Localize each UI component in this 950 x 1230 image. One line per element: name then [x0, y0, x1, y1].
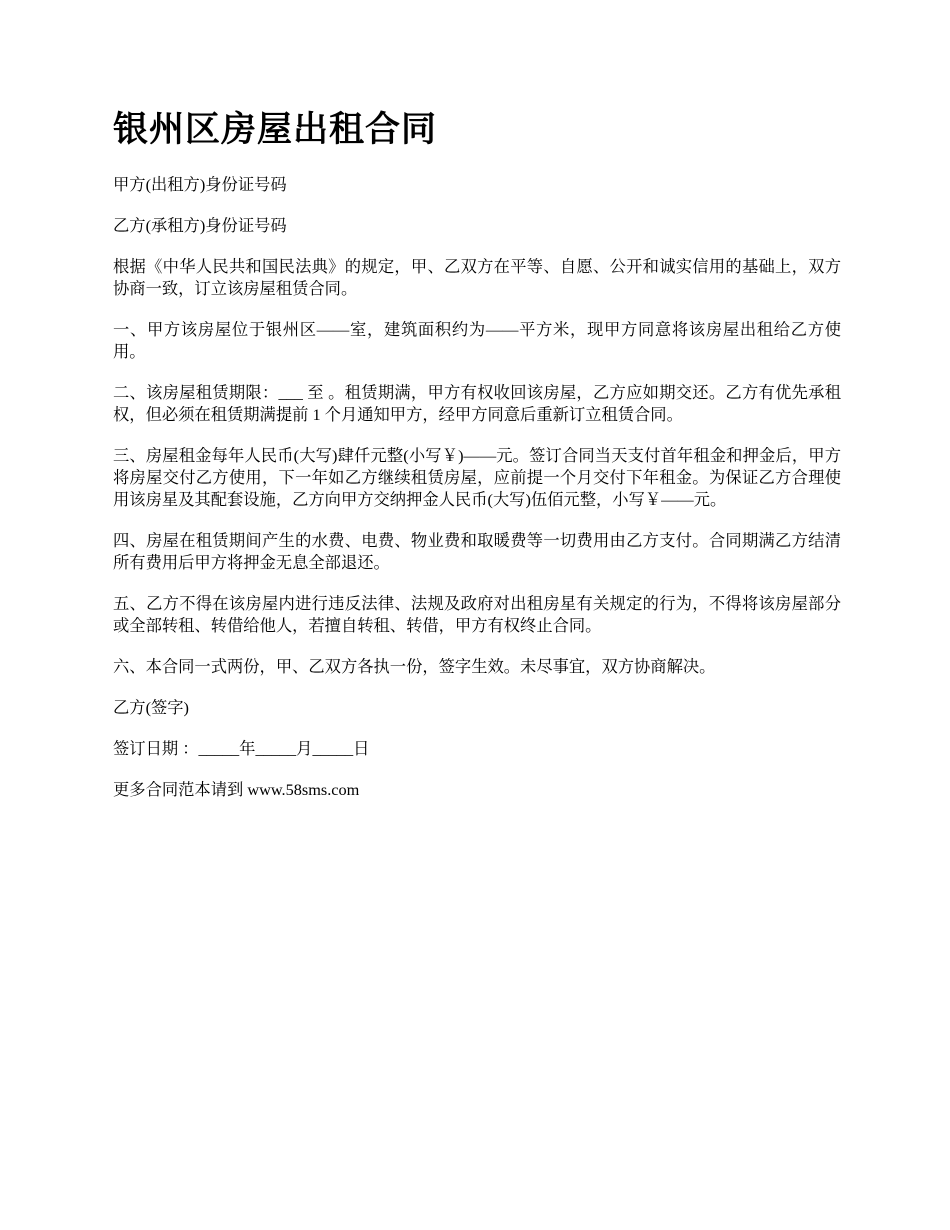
- clause-6-paragraph: 六、本合同一式两份，甲、乙双方各执一份，签字生效。未尽事宜，双方协商解决。: [113, 656, 716, 676]
- clause-3-paragraph: 三、房屋租金每年人民币(大写)肆仟元整(小写￥)——元。签订合同当天支付首年租金和押金后，甲方将房屋交付乙方使用，下一年如乙方继续租赁房屋，应前提一个月交付下年租金。为保证乙方合理使用该房星及其配套设施，乙方向甲方交纳押金人民币(大写)伍佰元整，小写￥——元。: [113, 445, 841, 509]
- party-b-id-line: 乙方(承租方)身份证号码: [113, 215, 287, 235]
- clause-2-paragraph: 二、该房屋租赁期限：___ 至 。租赁期满，甲方有权收回该房屋，乙方应如期交还。乙方有优先承租权，但必须在租赁期满提前 1 个月通知甲方，经甲方同意后重新订立租赁合同。: [113, 382, 841, 424]
- party-a-id-line: 甲方(出租方)身份证号码: [113, 174, 287, 194]
- clause-1-paragraph: 一、甲方该房屋位于银州区——室，建筑面积约为——平方米，现甲方同意将该房屋出租给乙方使用。: [113, 319, 841, 361]
- preamble-paragraph: 根据《中华人民共和国民法典》的规定，甲、乙双方在平等、自愿、公开和诚实信用的基础上，双方协商一致，订立该房屋租赁合同。: [113, 256, 841, 298]
- clause-5-paragraph: 五、乙方不得在该房屋内进行违反法律、法规及政府对出租房星有关规定的行为，不得将该房屋部分或全部转租、转借给他人，若擅自转租、转借，甲方有权终止合同。: [113, 593, 841, 635]
- footer-link-line: 更多合同范本请到 www.58sms.com: [113, 779, 360, 799]
- clause-4-paragraph: 四、房屋在租赁期间产生的水费、电费、物业费和取暖费等一切费用由乙方支付。合同期满乙方结清所有费用后甲方将押金无息全部退还。: [113, 530, 841, 572]
- party-b-signature-line: 乙方(签字): [113, 697, 189, 717]
- document-page: [113, 108, 841, 820]
- signing-date-line: 签订日期 ：_____年_____月_____日: [113, 738, 370, 758]
- document-title: 银州区房屋出租合同: [113, 109, 438, 150]
